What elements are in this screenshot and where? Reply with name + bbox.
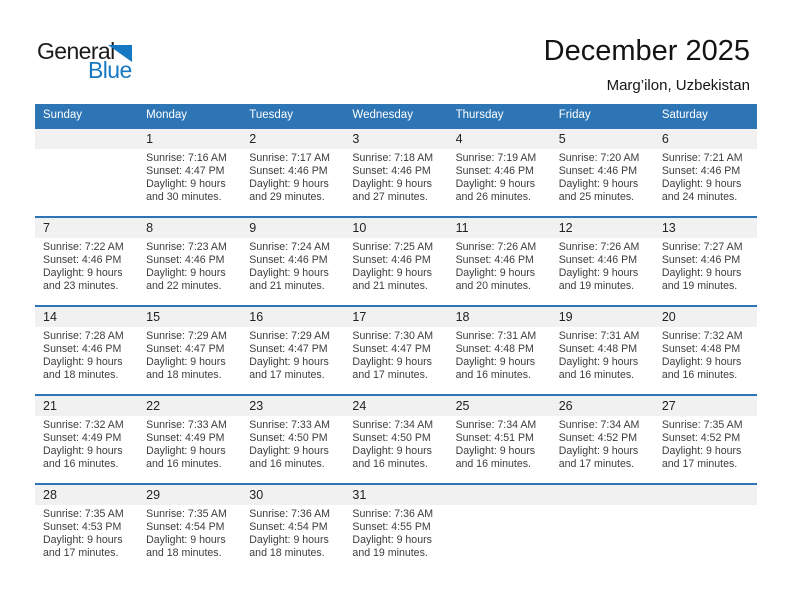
day-cell-23 xyxy=(241,396,344,471)
day-info-line: and 16 minutes. xyxy=(352,458,428,470)
day-cell-28 xyxy=(35,485,138,560)
day-info-line: Sunrise: 7:23 AM xyxy=(146,241,227,253)
day-number xyxy=(662,485,757,505)
day-number: 25 xyxy=(455,399,470,413)
day-number: 3 xyxy=(352,132,360,146)
day-info-line: and 18 minutes. xyxy=(43,369,119,381)
day-info-line: and 19 minutes. xyxy=(352,547,428,559)
day-info-line: Sunset: 4:52 PM xyxy=(558,432,638,444)
day-cell-22 xyxy=(138,396,241,471)
day-cell-20 xyxy=(654,307,757,382)
day-info-line: Sunrise: 7:17 AM xyxy=(249,152,330,164)
day-info-line: Sunrise: 7:22 AM xyxy=(43,241,124,253)
day-info-line: Sunrise: 7:28 AM xyxy=(43,330,124,342)
day-info-line: Sunset: 4:46 PM xyxy=(455,254,534,266)
week-row xyxy=(35,394,757,483)
week-cells xyxy=(35,218,757,293)
day-number: 14 xyxy=(43,310,57,324)
day-info-line: Daylight: 9 hours xyxy=(43,534,123,546)
day-info-line: and 16 minutes. xyxy=(249,458,325,470)
day-number: 9 xyxy=(249,221,257,235)
day-info-line: Sunrise: 7:34 AM xyxy=(455,419,537,431)
day-cell-31 xyxy=(344,485,447,560)
day-cell-1 xyxy=(138,129,241,204)
day-info-line: Sunrise: 7:31 AM xyxy=(558,330,640,342)
day-info-line: Sunrise: 7:35 AM xyxy=(661,419,743,431)
day-number: 8 xyxy=(146,221,154,235)
day-number: 22 xyxy=(146,399,161,413)
general-blue-logo xyxy=(37,38,157,88)
day-number: 4 xyxy=(455,132,463,146)
day-info-line: Daylight: 9 hours xyxy=(455,178,536,190)
logo-text-blue: Blue xyxy=(88,57,132,83)
day-info-line: Daylight: 9 hours xyxy=(352,445,432,457)
day-info-line: Sunset: 4:46 PM xyxy=(249,165,328,177)
week-cells xyxy=(35,485,757,560)
day-info-line: and 27 minutes. xyxy=(352,191,428,203)
day-info-line: Daylight: 9 hours xyxy=(558,267,639,279)
day-info-line: Sunset: 4:46 PM xyxy=(249,254,328,266)
day-info-line: Daylight: 9 hours xyxy=(146,356,226,368)
day-info-line: Sunrise: 7:35 AM xyxy=(43,508,124,520)
day-info-line: Sunrise: 7:24 AM xyxy=(249,241,330,253)
weekday-header-row xyxy=(35,104,757,127)
day-cell-6 xyxy=(654,129,757,204)
day-number: 18 xyxy=(455,310,470,324)
week-row xyxy=(35,305,757,394)
day-cell-26 xyxy=(551,396,654,471)
day-number: 29 xyxy=(146,488,161,502)
day-info-line: Sunrise: 7:16 AM xyxy=(146,152,227,164)
day-info-line: Daylight: 9 hours xyxy=(455,356,536,368)
day-info-line: Sunrise: 7:31 AM xyxy=(455,330,537,342)
day-info-line: Daylight: 9 hours xyxy=(455,445,536,457)
day-number: 16 xyxy=(249,310,264,324)
day-info-line: Sunrise: 7:33 AM xyxy=(249,419,330,431)
day-info-line: Daylight: 9 hours xyxy=(249,267,329,279)
weekday-header-saturday: Saturday xyxy=(661,109,708,121)
weekday-header-tuesday: Tuesday xyxy=(249,109,293,121)
weekday-header-friday: Friday xyxy=(558,109,591,121)
day-info-line: and 18 minutes. xyxy=(146,369,222,381)
day-number: 12 xyxy=(558,221,573,235)
day-cell-29 xyxy=(138,485,241,560)
day-cell-25 xyxy=(448,396,551,471)
day-info-line: Sunset: 4:46 PM xyxy=(558,165,638,177)
day-info-line: Sunset: 4:46 PM xyxy=(455,165,534,177)
week-row xyxy=(35,216,757,305)
day-number: 17 xyxy=(352,310,367,324)
day-number: 10 xyxy=(352,221,367,235)
day-info-line: Sunrise: 7:20 AM xyxy=(558,152,640,164)
day-info-line: Daylight: 9 hours xyxy=(661,267,742,279)
day-info-line: Sunset: 4:46 PM xyxy=(146,254,225,266)
day-info-line: Daylight: 9 hours xyxy=(558,356,639,368)
day-cell-13 xyxy=(654,218,757,293)
day-cell-10 xyxy=(344,218,447,293)
day-number: 6 xyxy=(661,132,669,146)
day-info-line: Sunrise: 7:33 AM xyxy=(146,419,227,431)
day-info-line: Sunrise: 7:29 AM xyxy=(249,330,330,342)
day-info-line: Daylight: 9 hours xyxy=(43,356,123,368)
day-info-line: and 16 minutes. xyxy=(43,458,119,470)
day-cell-15 xyxy=(138,307,241,382)
day-info-line: Sunset: 4:46 PM xyxy=(352,254,431,266)
day-info-line: and 17 minutes. xyxy=(558,458,635,470)
day-info-line: Sunset: 4:47 PM xyxy=(249,343,328,355)
day-number: 30 xyxy=(249,488,264,502)
page-title: December 2025 xyxy=(543,35,750,67)
day-info-line: Sunset: 4:46 PM xyxy=(352,165,431,177)
day-cell-24 xyxy=(344,396,447,471)
day-info-line: Daylight: 9 hours xyxy=(352,267,432,279)
day-number xyxy=(456,485,551,505)
day-info-line: and 22 minutes. xyxy=(146,280,222,292)
day-info-line: Daylight: 9 hours xyxy=(43,445,123,457)
day-number: 24 xyxy=(352,399,367,413)
day-info-line: Daylight: 9 hours xyxy=(146,267,226,279)
day-info-line: Daylight: 9 hours xyxy=(661,445,742,457)
day-info-line: Sunset: 4:54 PM xyxy=(249,521,328,533)
day-number: 11 xyxy=(455,221,469,235)
day-cell-21 xyxy=(35,396,138,471)
weekday-header-monday: Monday xyxy=(146,109,188,121)
day-info-line: and 19 minutes. xyxy=(558,280,635,292)
day-info-line: Sunset: 4:46 PM xyxy=(661,165,741,177)
day-info-line: Daylight: 9 hours xyxy=(146,178,226,190)
day-number: 23 xyxy=(249,399,264,413)
day-info-line: Sunrise: 7:35 AM xyxy=(146,508,227,520)
day-info-line: Sunset: 4:48 PM xyxy=(558,343,638,355)
day-info-line: and 25 minutes. xyxy=(558,191,635,203)
day-info-line: Sunset: 4:49 PM xyxy=(146,432,225,444)
day-info-line: and 18 minutes. xyxy=(249,547,325,559)
day-info-line: Daylight: 9 hours xyxy=(146,534,226,546)
day-info-line: and 19 minutes. xyxy=(661,280,738,292)
day-info-line: and 16 minutes. xyxy=(558,369,635,381)
day-info-line: Daylight: 9 hours xyxy=(146,445,226,457)
day-info-line: Sunset: 4:52 PM xyxy=(661,432,741,444)
day-info-line: Sunrise: 7:19 AM xyxy=(455,152,537,164)
day-info-line: Sunrise: 7:34 AM xyxy=(558,419,640,431)
day-info-line: Sunset: 4:54 PM xyxy=(146,521,225,533)
day-info-line: Sunrise: 7:21 AM xyxy=(661,152,743,164)
day-info-line: Daylight: 9 hours xyxy=(352,356,432,368)
day-cell-8 xyxy=(138,218,241,293)
day-cell-27 xyxy=(654,396,757,471)
weekday-header-wednesday: Wednesday xyxy=(352,109,413,121)
day-number: 27 xyxy=(661,399,676,413)
day-number: 2 xyxy=(249,132,257,146)
day-info-line: and 26 minutes. xyxy=(455,191,531,203)
day-number: 15 xyxy=(146,310,161,324)
day-number xyxy=(559,485,654,505)
week-cells xyxy=(35,129,757,204)
day-info-line: Daylight: 9 hours xyxy=(352,534,432,546)
day-info-line: Sunrise: 7:27 AM xyxy=(661,241,743,253)
day-info-line: Sunset: 4:53 PM xyxy=(43,521,122,533)
day-info-line: Sunset: 4:49 PM xyxy=(43,432,122,444)
day-info-line: Daylight: 9 hours xyxy=(661,356,742,368)
day-info-line: and 20 minutes. xyxy=(455,280,531,292)
day-info-line: Sunset: 4:46 PM xyxy=(43,343,122,355)
day-info-line: Sunset: 4:51 PM xyxy=(455,432,534,444)
day-info-line: and 17 minutes. xyxy=(661,458,738,470)
day-info-line: Sunrise: 7:34 AM xyxy=(352,419,434,431)
day-info-line: and 21 minutes. xyxy=(352,280,428,292)
day-info-line: Sunrise: 7:36 AM xyxy=(352,508,434,520)
day-info-line: Sunrise: 7:32 AM xyxy=(43,419,124,431)
day-info-line: Daylight: 9 hours xyxy=(43,267,123,279)
day-info-line: and 17 minutes. xyxy=(352,369,428,381)
day-info-line: Sunset: 4:50 PM xyxy=(249,432,328,444)
day-cell-2 xyxy=(241,129,344,204)
day-cell-9 xyxy=(241,218,344,293)
day-number xyxy=(43,129,138,149)
day-cell-14 xyxy=(35,307,138,382)
day-info-line: Daylight: 9 hours xyxy=(249,178,329,190)
day-info-line: and 16 minutes. xyxy=(455,458,531,470)
day-cell-12 xyxy=(551,218,654,293)
day-info-line: Sunset: 4:50 PM xyxy=(352,432,431,444)
day-cell-empty xyxy=(654,485,757,560)
day-cell-18 xyxy=(448,307,551,382)
day-cell-empty xyxy=(551,485,654,560)
week-cells xyxy=(35,307,757,382)
day-info-line: Daylight: 9 hours xyxy=(455,267,536,279)
day-info-line: Sunrise: 7:29 AM xyxy=(146,330,227,342)
day-cell-5 xyxy=(551,129,654,204)
day-cell-30 xyxy=(241,485,344,560)
logo-text-general: General xyxy=(37,38,115,64)
day-cell-11 xyxy=(448,218,551,293)
day-info-line: Sunrise: 7:32 AM xyxy=(661,330,743,342)
day-number: 7 xyxy=(43,221,50,235)
day-info-line: and 18 minutes. xyxy=(146,547,222,559)
day-number: 19 xyxy=(558,310,573,324)
day-cell-empty xyxy=(35,129,138,204)
day-info-line: Daylight: 9 hours xyxy=(249,356,329,368)
day-info-line: and 21 minutes. xyxy=(249,280,325,292)
day-cell-3 xyxy=(344,129,447,204)
weekday-header-sunday: Sunday xyxy=(43,109,83,121)
week-row xyxy=(35,127,757,216)
day-number: 26 xyxy=(558,399,573,413)
day-info-line: Sunset: 4:46 PM xyxy=(661,254,741,266)
day-info-line: Sunrise: 7:18 AM xyxy=(352,152,434,164)
day-info-line: Sunrise: 7:36 AM xyxy=(249,508,330,520)
week-row xyxy=(35,483,757,572)
day-info-line: Sunrise: 7:26 AM xyxy=(558,241,640,253)
calendar-table xyxy=(35,104,757,572)
day-info-line: and 17 minutes. xyxy=(43,547,119,559)
day-number: 21 xyxy=(43,399,57,413)
day-info-line: Sunset: 4:48 PM xyxy=(455,343,534,355)
day-info-line: and 16 minutes. xyxy=(146,458,222,470)
day-info-line: Sunrise: 7:26 AM xyxy=(455,241,537,253)
day-info-line: Sunset: 4:46 PM xyxy=(558,254,638,266)
day-info-line: Daylight: 9 hours xyxy=(661,178,742,190)
day-number: 31 xyxy=(352,488,367,502)
day-cell-empty xyxy=(448,485,551,560)
day-info-line: Daylight: 9 hours xyxy=(249,445,329,457)
day-info-line: and 17 minutes. xyxy=(249,369,325,381)
day-info-line: and 30 minutes. xyxy=(146,191,222,203)
day-info-line: and 16 minutes. xyxy=(661,369,738,381)
day-number: 28 xyxy=(43,488,57,502)
day-info-line: and 23 minutes. xyxy=(43,280,119,292)
day-info-line: and 16 minutes. xyxy=(455,369,531,381)
day-info-line: Sunset: 4:47 PM xyxy=(146,343,225,355)
day-info-line: Sunset: 4:46 PM xyxy=(43,254,122,266)
day-info-line: Sunrise: 7:25 AM xyxy=(352,241,434,253)
day-info-line: and 29 minutes. xyxy=(249,191,325,203)
day-info-line: Daylight: 9 hours xyxy=(558,178,639,190)
day-number: 5 xyxy=(558,132,566,146)
day-info-line: Sunset: 4:55 PM xyxy=(352,521,431,533)
day-info-line: Daylight: 9 hours xyxy=(558,445,639,457)
week-cells xyxy=(35,396,757,471)
day-info-line: Sunset: 4:47 PM xyxy=(146,165,225,177)
day-info-line: and 24 minutes. xyxy=(661,191,738,203)
day-cell-4 xyxy=(448,129,551,204)
day-cell-19 xyxy=(551,307,654,382)
weekday-header-thursday: Thursday xyxy=(455,109,504,121)
day-number: 13 xyxy=(661,221,676,235)
day-cell-7 xyxy=(35,218,138,293)
day-info-line: Daylight: 9 hours xyxy=(352,178,432,190)
day-info-line: Daylight: 9 hours xyxy=(249,534,329,546)
day-number: 1 xyxy=(146,132,154,146)
day-number: 20 xyxy=(661,310,676,324)
day-cell-16 xyxy=(241,307,344,382)
day-info-line: Sunset: 4:48 PM xyxy=(661,343,741,355)
day-info-line: Sunset: 4:47 PM xyxy=(352,343,431,355)
day-cell-17 xyxy=(344,307,447,382)
day-info-line: Sunrise: 7:30 AM xyxy=(352,330,434,342)
calendar-weeks xyxy=(35,127,757,572)
location-subtitle: Marg’ilon, Uzbekistan xyxy=(606,77,750,94)
